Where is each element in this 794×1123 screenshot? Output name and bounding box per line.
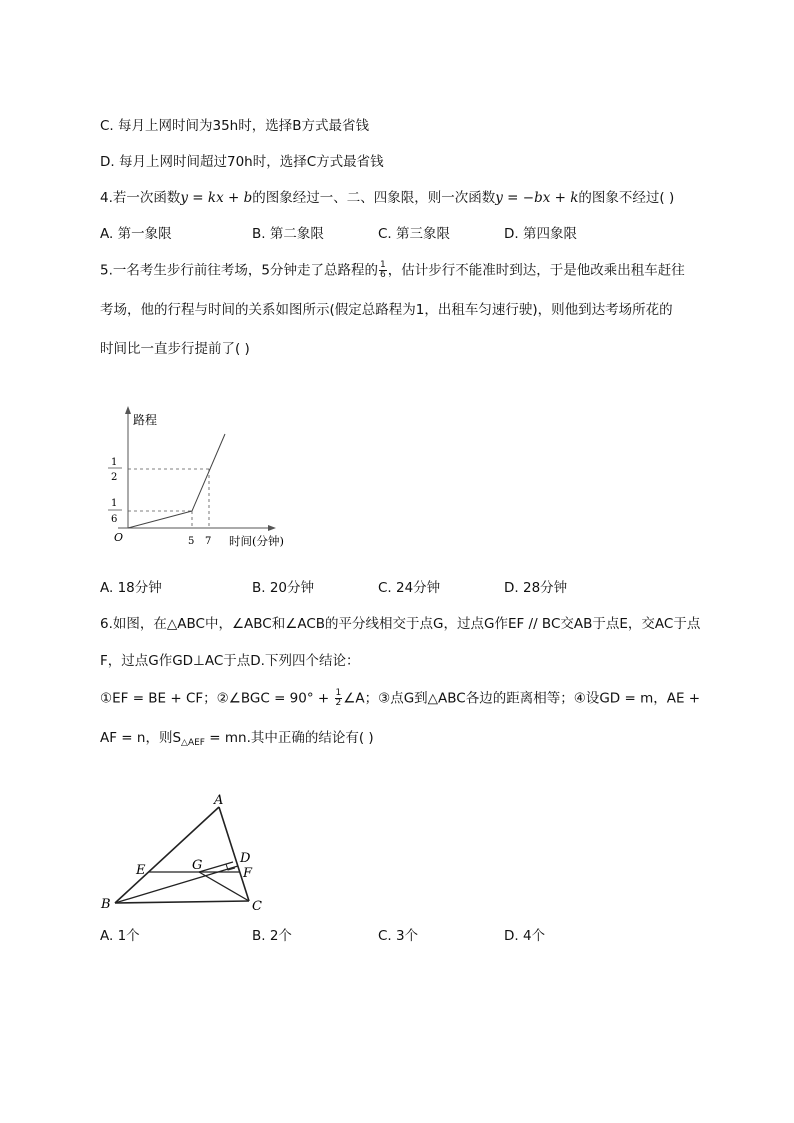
q5-stem-part2: ，估计步行不能准时到达，于是他改乘出租车赶往 [387, 262, 685, 279]
q6-stem-line3 [100, 689, 700, 708]
q4-option-d: D. 第四象限 [504, 226, 577, 242]
q6-label-g: G [192, 858, 203, 873]
q5-distance-time-graph [100, 400, 320, 560]
q5-ytick-sixth-den: 6 [111, 514, 118, 525]
q5-y-axis-arrow [125, 406, 131, 414]
q6-line4-part1: AF = n，则S [100, 730, 182, 746]
q5-xtick-5: 5 [188, 536, 195, 547]
q5-option-b: B. 20分钟 [252, 580, 315, 596]
q4-stem-part1: 4.若一次函数 [100, 190, 181, 206]
q5-x-axis-arrow [268, 525, 276, 531]
q6-label-a: A [214, 793, 224, 808]
q3-option-c: C. 每月上网时间为35h时，选择B方式最省钱 [100, 118, 370, 134]
q5-ytick-sixth-num: 1 [111, 498, 118, 509]
q4-stem [100, 189, 674, 207]
q6-side-bc [115, 901, 249, 903]
q6-side-ab [115, 807, 219, 903]
q5-xtick-7: 7 [205, 536, 212, 547]
q6-fraction [335, 689, 343, 708]
q5-fraction-den: 6 [379, 270, 386, 280]
q5-walk-segment [128, 511, 192, 528]
q6-option-b: B. 2个 [252, 928, 292, 944]
q5-stem-line3: 时间比一直步行提前了( ) [100, 341, 250, 357]
q6-label-c: C [252, 899, 262, 914]
q6-area-subscript: △AEF [181, 738, 205, 748]
q4-equation-1: y = kx + b [180, 190, 253, 206]
q5-y-label: 路程 [133, 413, 158, 427]
q5-stem-line1 [100, 261, 685, 280]
q4-option-b: B. 第二象限 [252, 226, 324, 242]
q6-option-d: D. 4个 [504, 928, 546, 944]
q6-label-e: E [136, 863, 146, 878]
q5-fraction [379, 261, 387, 280]
q6-line3-part1: ①EF = BE + CF；②∠BGC = 90° + [100, 690, 334, 707]
q6-triangle-figure [95, 790, 275, 920]
q6-stem-line2: F，过点G作GD⊥AC于点D.下列四个结论： [100, 653, 360, 669]
q5-option-c: C. 24分钟 [378, 580, 441, 596]
q5-stem-line2: 考场，他的行程与时间的关系如图所示(假定总路程为1，出租车匀速行驶)，则他到达考场所花的 [100, 302, 673, 318]
q6-line4-part2: = mn.其中正确的结论有( ) [204, 730, 374, 746]
q5-taxi-segment [192, 434, 225, 511]
q6-line3-part2: ∠A；③点G到△ABC各边的距离相等；④设GD = m，AE + [343, 690, 701, 707]
q6-label-f: F [243, 866, 253, 881]
q4-equation-2: y = −bx + k [495, 190, 579, 206]
q6-fraction-den: 2 [335, 698, 342, 708]
q6-stem-line1: 6.如图，在△ABC中，∠ABC和∠ACB的平分线相交于点G，过点G作EF // BC交AB于点E，交AC于点 [100, 616, 701, 632]
q6-option-c: C. 3个 [378, 928, 419, 944]
q5-option-a: A. 18分钟 [100, 580, 162, 596]
q4-option-a: A. 第一象限 [100, 226, 172, 242]
q4-stem-part2: 的图象经过一、二、四象限，则一次函数 [252, 190, 496, 206]
q5-ytick-half-num: 1 [111, 457, 118, 468]
q6-fraction-num: 1 [335, 688, 342, 698]
q5-fraction-num: 1 [379, 260, 386, 270]
q6-label-d: D [240, 851, 251, 866]
q5-x-label: 时间(分钟) [229, 534, 284, 548]
q3-option-d: D. 每月上网时间超过70h时，选择C方式最省钱 [100, 154, 384, 170]
q6-stem-line4 [100, 729, 374, 752]
q4-option-c: C. 第三象限 [378, 226, 451, 242]
q5-option-d: D. 28分钟 [504, 580, 568, 596]
q5-stem-part1: 5.一名考生步行前往考场，5分钟走了总路程的 [100, 262, 378, 279]
q4-stem-part3: 的图象不经过( ) [578, 190, 675, 206]
q5-origin: O [114, 531, 124, 544]
q6-option-a: A. 1个 [100, 928, 140, 944]
q6-label-b: B [101, 897, 111, 912]
q5-ytick-half-den: 2 [111, 472, 118, 483]
